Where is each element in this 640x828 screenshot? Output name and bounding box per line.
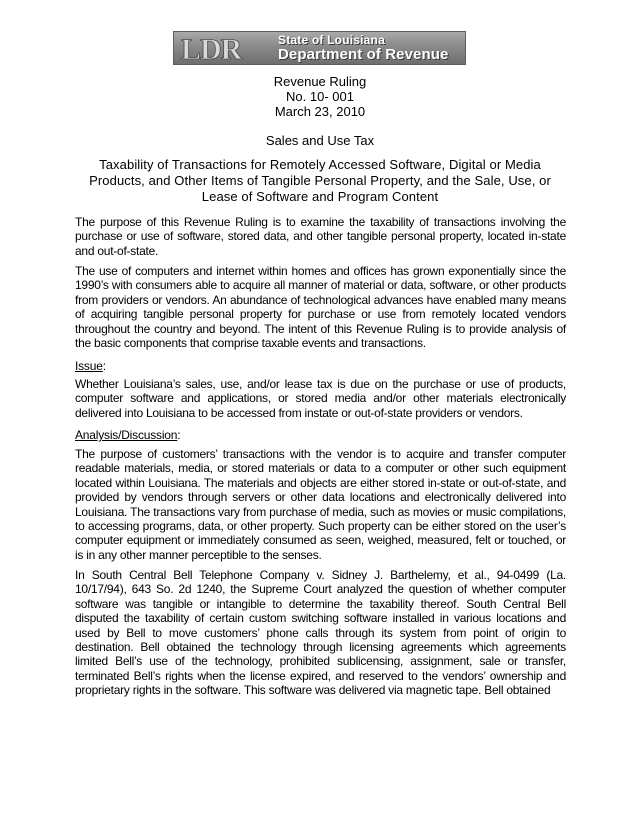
title-line-2: Products, and Other Items of Tangible Personal Property, and the Sale, Use, or [89, 173, 551, 188]
title-line-3: Lease of Software and Program Content [201, 189, 439, 204]
paragraph-issue [75, 377, 566, 420]
paragraph-text: In South Central Bell Telephone Company v. Sidney J. Barthelemy, et al., 94-0499 (La. 10/17/94), 643 So. 2d 1240, the Supreme Court analyzed the question of whether computer software was tangible or intangible to determine the taxability thereof. South Central Bell disputed the taxability of certain custom switching software installed in various locations and used by Bell to move customers’ phone calls through its system from point of origin to destination. Bell obtained the technology through licensing agreements which agreements limited Bell’s use of the technology, prohibited sublicensing, assignment, sale or transfer, terminated Bell’s rights when the license expired, and reserved to the vendors’ ownership and proprietary rights in the software. This software was delivered via magnetic tape. Bell obtained [75, 568, 566, 698]
logo-state-text: State of Louisiana [278, 33, 385, 47]
ruling-number: No. 10- 001 [286, 89, 354, 104]
paragraph-purpose [75, 215, 566, 258]
paragraph-background [75, 264, 566, 350]
paragraph-analysis [75, 447, 566, 562]
department-logo [173, 31, 466, 65]
analysis-heading-colon: : [177, 428, 181, 442]
paragraph-text: The purpose of customers’ transactions with the vendor is to acquire and transfer computer readable materials, media, or stored materials or data to a computer or other such equipment located within Louisiana. The materials and objects are either stored in-state or out-of-state, and provided by vendors through servers or other data locations and electronically delivered into Louisiana. The transactions vary from purchase of media, such as movies or music compilations, to accessing programs, data, or other property. Such property can be either stored on the user’s computer equipment or immediately consumed as seen, weighed, measured, felt or touched, or is in any other manner perceptible to the senses. [75, 447, 566, 562]
paragraph-text: Whether Louisiana’s sales, use, and/or lease tax is due on the purchase or use of products, computer software and applications, or stored media and/or other materials electronically delivered into Louisiana to be accessed from instate or out-of-state providers or vendors. [75, 377, 566, 420]
paragraph-text: The use of computers and internet within homes and offices has grown exponentially since the 1990’s with consumers able to acquire all manner of material or data, software, or other products from providers or vendors. An abundance of technological advances have enabled many means of acquiring tangible personal property for purchase or use from remotely located vendors throughout the country and beyond. The intent of this Revenue Ruling is to provide analysis of the basic components that comprise taxable events and transactions. [75, 264, 566, 351]
issue-heading [75, 359, 106, 373]
analysis-heading-label: Analysis/Discussion [75, 428, 178, 442]
issue-heading-label: Issue [75, 359, 103, 373]
ruling-subject: Sales and Use Tax [265, 133, 375, 148]
issue-heading-colon: : [102, 359, 106, 373]
ruling-title: Revenue Ruling [273, 74, 367, 89]
paragraph-case-law [75, 568, 566, 698]
svg-text:LDR: LDR [181, 33, 242, 63]
ldr-logo-mark [180, 33, 262, 63]
paragraph-text: The purpose of this Revenue Ruling is to examine the taxability of transactions involving the purchase or use of software, stored data, and other tangible personal property, located in-state and out-of-state. [75, 215, 566, 258]
analysis-heading [75, 428, 180, 442]
ruling-date: March 23, 2010 [274, 104, 366, 119]
logo-department-text: Department of Revenue [278, 46, 449, 63]
title-line-1: Taxability of Transactions for Remotely Accessed Software, Digital or Media [99, 157, 541, 172]
